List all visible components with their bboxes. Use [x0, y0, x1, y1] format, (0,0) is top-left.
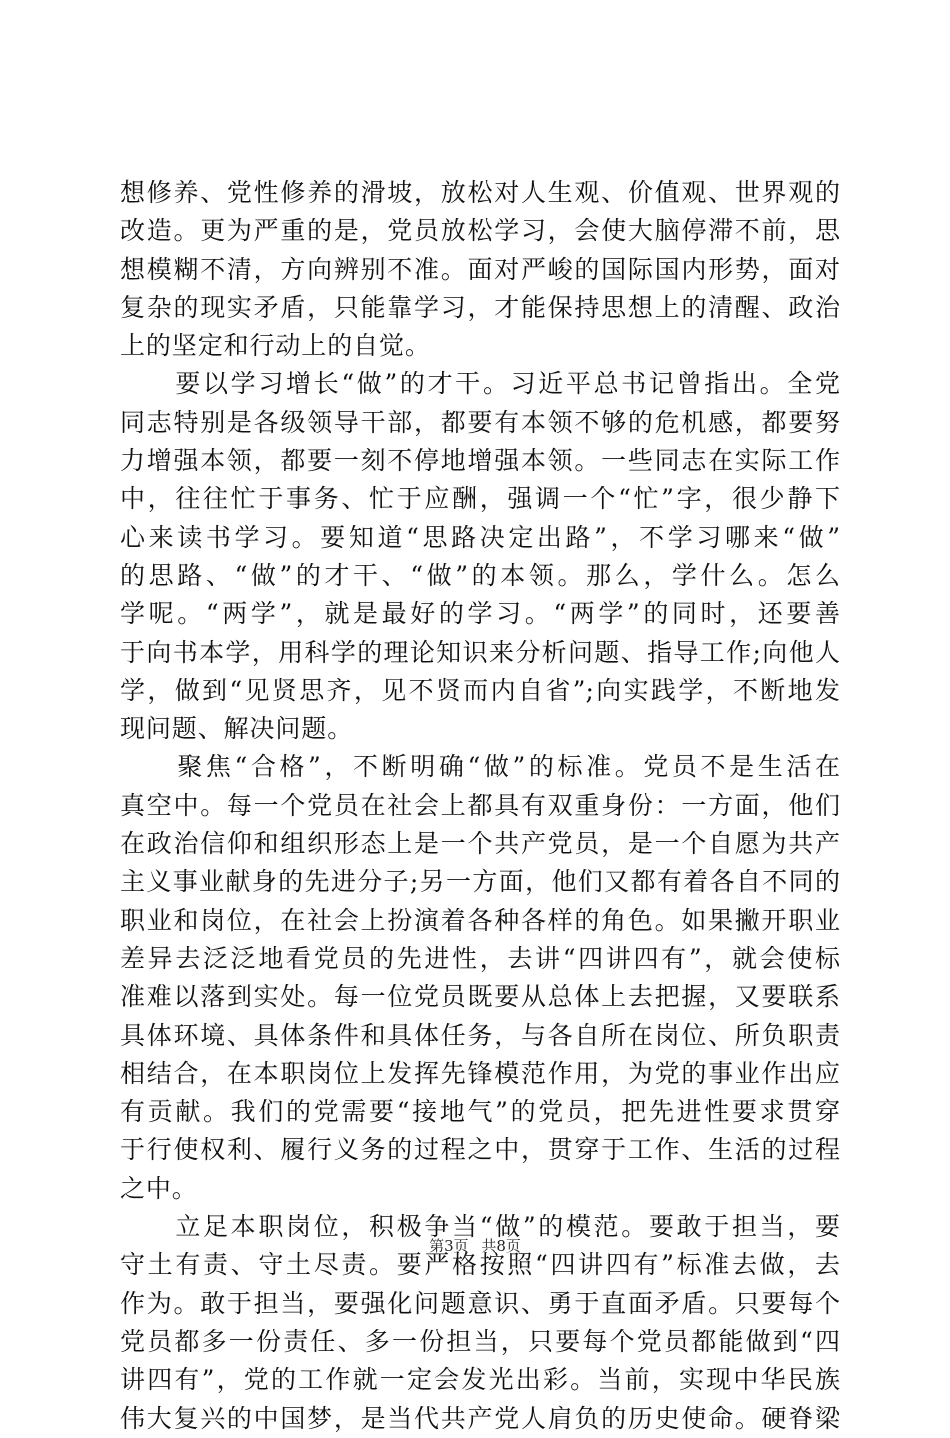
text-line: 之中。	[120, 1173, 198, 1203]
text-line: 聚焦“合格”，不断明确“做”的标准。党员不是生活在	[120, 752, 840, 782]
text-line: 同志特别是各级领导干部，都要有本领不够的危机感，都要努	[120, 407, 840, 437]
text-line: 具体环境、具体条件和具体任务，与各自所在岗位、所负职责	[120, 1020, 840, 1050]
text-line: 伟大复兴的中国梦，是当代共产党人肩负的历史使命。硬脊梁	[120, 1403, 840, 1433]
text-line: 作为。敢于担当，要强化问题意识、勇于直面矛盾。只要每个	[120, 1288, 840, 1318]
text-line: 职业和岗位，在社会上扮演着各种各样的角色。如果撇开职业	[120, 905, 840, 935]
text-line: 力增强本领，都要一刻不停地增强本领。一些同志在实际工作	[120, 446, 840, 476]
text-line: 学呢。“两学”，就是最好的学习。“两学”的同时，还要善	[120, 599, 840, 629]
text-line: 于行使权利、履行义务的过程之中，贯穿于工作、生活的过程	[120, 1135, 840, 1165]
text-line: 心来读书学习。要知道“思路决定出路”，不学习哪来“做”	[120, 522, 840, 552]
text-line: 守土有责、守土尽责。要严格按照“四讲四有”标准去做，去	[120, 1250, 840, 1280]
text-line: 在政治信仰和组织形态上是一个共产党员，是一个自愿为共产	[120, 829, 840, 859]
text-line: 改造。更为严重的是，党员放松学习，会使大脑停滞不前，思	[120, 216, 840, 246]
text-line: 于向书本学，用科学的理论知识来分析问题、指导工作;向他人	[120, 637, 840, 667]
text-line: 准难以落到实处。每一位党员既要从总体上去把握，又要联系	[120, 982, 840, 1012]
text-line: 讲四有”，党的工作就一定会发光出彩。当前，实现中华民族	[120, 1365, 840, 1395]
text-line: 上的坚定和行动上的自觉。	[120, 331, 431, 361]
text-line: 相结合，在本职岗位上发挥先锋模范作用，为党的事业作出应	[120, 1058, 840, 1088]
text-line: 真空中。每一个党员在社会上都具有双重身份：一方面，他们	[120, 790, 840, 820]
page-total: 共8页	[481, 1237, 521, 1255]
text-line: 学，做到“见贤思齐，见不贤而内自省”;向实践学，不断地发	[120, 675, 840, 705]
text-line: 党员都多一份责任、多一份担当，只要每个党员都能做到“四	[120, 1326, 840, 1356]
text-line: 主义事业献身的先进分子;另一方面，他们又都有着各自不同的	[120, 867, 840, 897]
text-line: 想模糊不清，方向辨别不准。面对严峻的国际国内形势，面对	[120, 254, 840, 284]
text-line: 复杂的现实矛盾，只能靠学习，才能保持思想上的清醒、政治	[120, 292, 840, 322]
text-line: 要以学习增长“做”的才干。习近平总书记曾指出。全党	[120, 369, 840, 399]
text-line: 差异去泛泛地看党员的先进性，去讲“四讲四有”，就会使标	[120, 943, 840, 973]
text-line: 有贡献。我们的党需要“接地气”的党员，把先进性要求贯穿	[120, 1097, 840, 1127]
text-line: 现问题、解决问题。	[120, 714, 354, 744]
page-number: 第3页	[429, 1237, 469, 1255]
page-footer	[0, 1236, 950, 1256]
text-line: 立足本职岗位，积极争当“做”的模范。要敢于担当，要	[120, 1212, 840, 1242]
text-line: 中，往往忙于事务、忙于应酬，强调一个“忙”字，很少静下	[120, 484, 840, 514]
text-line: 想修养、党性修养的滑坡，放松对人生观、价值观、世界观的	[120, 178, 840, 207]
text-line: 的思路、“做”的才干、“做”的本领。那么，学什么。怎么	[120, 560, 840, 590]
